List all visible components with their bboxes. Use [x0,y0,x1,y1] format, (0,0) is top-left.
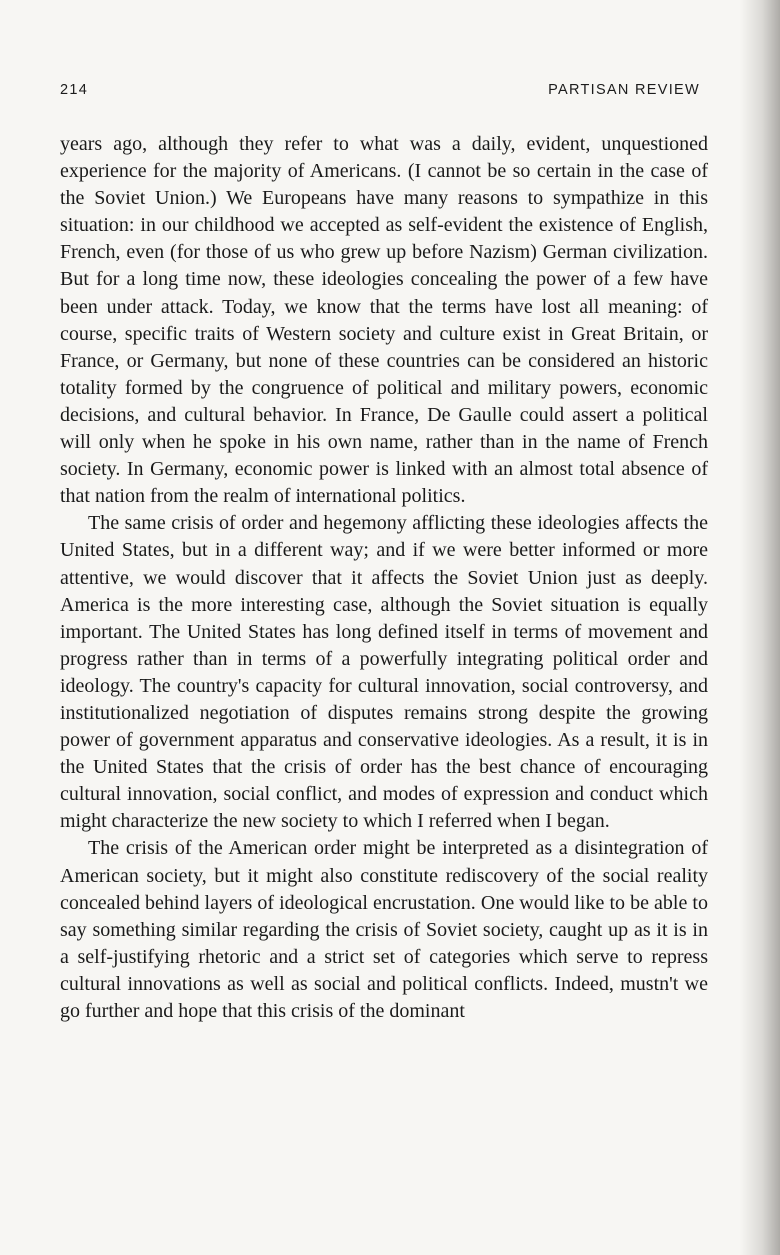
paragraph-1: years ago, although they refer to what was a daily, evident, unquestioned experience for the majority of Americans. (I cannot be so certain in the case of the Soviet Union.) We Europeans have many reasons to sympathize in this situation: in our childhood we accepted as self-evident the existence of English, French, even (for those of us who grew up before Nazism) German civilization. But for a long time now, these ideologies concealing the power of a few have been under attack. Today, we know that the terms have lost all meaning: of course, specific traits of Western society and culture exist in Great Britain, or France, or Germany, but none of these countries can be considered an historic totality formed by the congruence of political and military powers, economic decisions, and cultural behavior. In France, De Gaulle could assert a political will only when he spoke in his own name, rather than in the name of French society. In Germany, economic power is linked with an almost total absence of that nation from the realm of international politics. [60,133,708,508]
paragraph-2: The same crisis of order and hegemony afflicting these ideologies affects the United States, but in a different way; and if we were better informed or more attentive, we would discover that it affects the Soviet Union just as deeply. America is the more interesting case, although the Soviet situation is equally important. The United States has long defined itself in terms of movement and progress rather than in terms of a powerfully integrating political order and ideology. The country's capacity for cultural innovation, social controversy, and institutionalized negotiation of disputes remains strong despite the growing power of government apparatus and conservative ideologies. As a result, it is in the United States that the crisis of order has the best chance of encouraging cultural innovation, social conflict, and modes of expression and conduct which might characterize the new society to which I referred when I began. [60,512,708,833]
journal-title: PARTISAN REVIEW [548,82,700,98]
page-edge-shadow [740,0,780,1255]
body-text [60,131,708,1025]
running-head [60,82,700,104]
paragraph-3: The crisis of the American order might be interpreted as a disintegration of American society, but it might also constitute rediscovery of the social reality concealed behind layers of ideological encrustation. One would like to be able to say something similar regarding the crisis of Soviet society, caught up as it is in a self-justifying rhetoric and a strict set of categories which serve to repress cultural innovations as well as social and political conflicts. Indeed, mustn't we go further and hope that this crisis of the dominant [60,837,708,1022]
page-number: 214 [60,82,89,98]
